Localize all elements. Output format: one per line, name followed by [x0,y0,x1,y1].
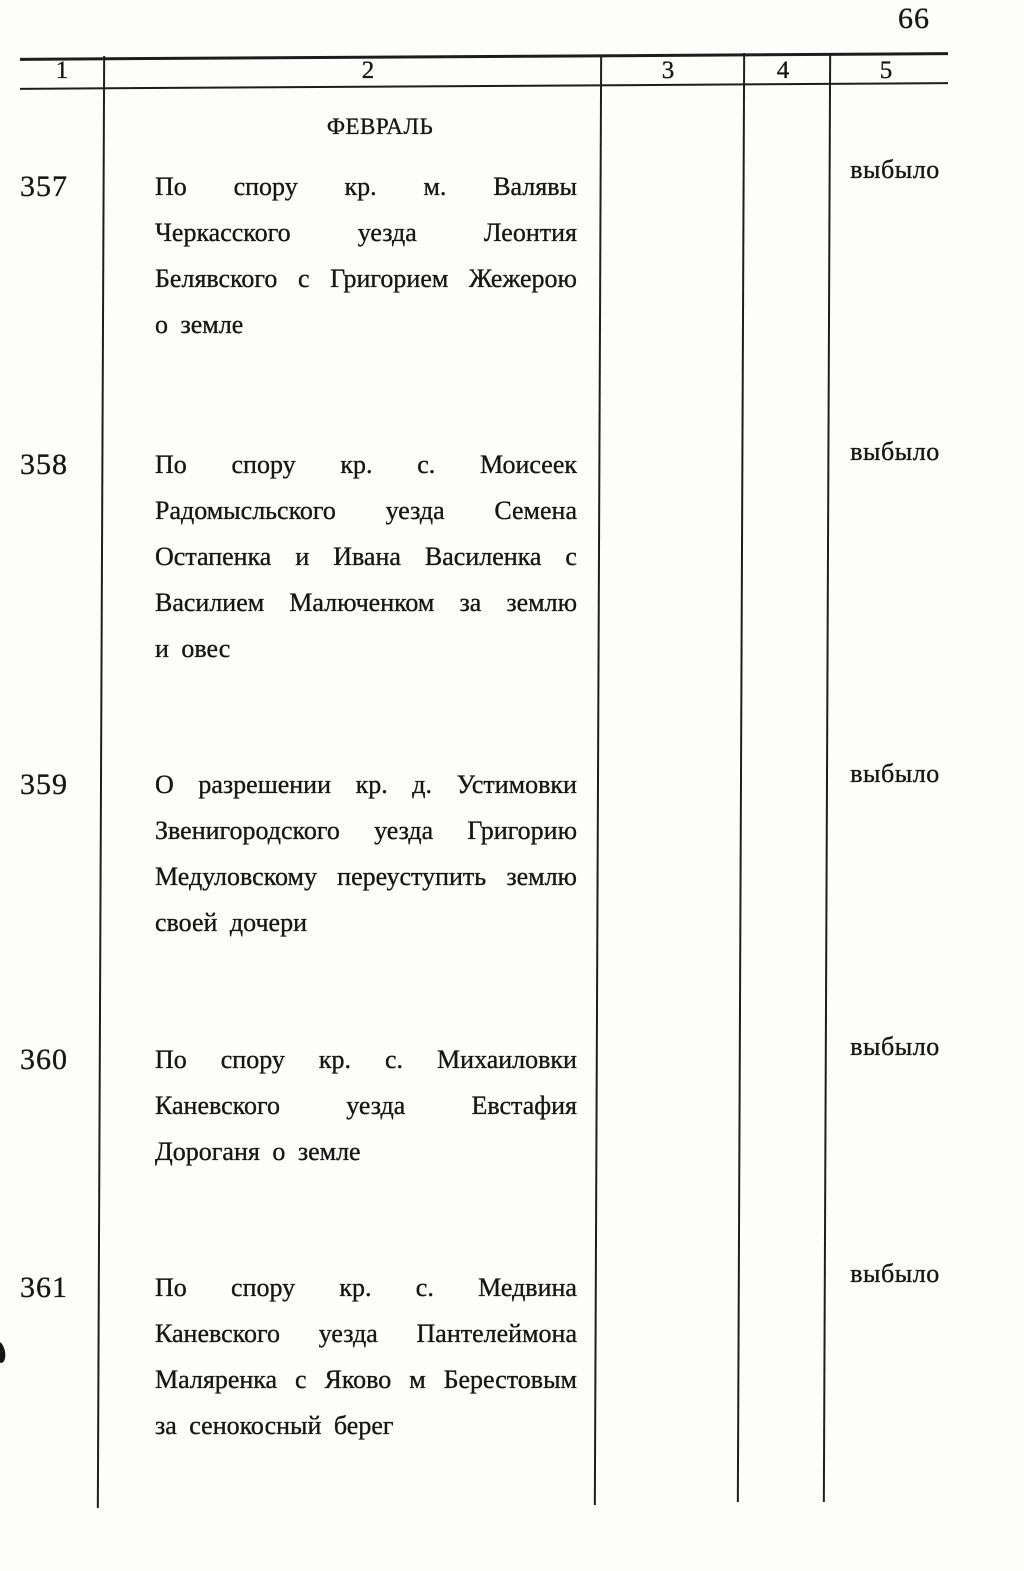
entry-line [155,580,577,626]
word: уезда [374,816,434,845]
scan-artifact [0,1340,7,1364]
word: Григорию [467,816,577,845]
word: кр. [344,172,377,201]
table-header-rule [20,82,948,90]
entry-line [155,762,577,808]
word: переуступить [337,862,487,891]
word: за [459,588,482,617]
entry-number: 360 [20,1043,68,1076]
entry-line: и овес [155,634,231,663]
word: Евстафия [471,1091,577,1120]
word: м. [423,172,447,201]
word: Семена [494,496,577,525]
entry-status: выбыло [850,437,940,466]
word: Жежерою [468,264,577,293]
word: Белявского [155,264,278,293]
entry-line [155,1311,577,1357]
entry-text [155,1265,577,1449]
word: м [409,1365,426,1394]
entry-number: 359 [20,768,68,801]
entry-text [155,1037,577,1175]
word: Моисеек [480,450,577,479]
word: Яково [324,1365,392,1394]
word: Василием [155,588,265,617]
word: Василенка [424,542,542,571]
entry-text [155,762,577,946]
word: спору [220,1045,285,1074]
word: с. [385,1045,404,1074]
section-heading: ФЕВРАЛЬ [326,114,434,139]
table-top-rule [20,52,948,61]
entry-line [155,256,577,302]
word: Черкасского [155,218,291,247]
entry-line: Дороганя о земле [155,1137,361,1166]
word: Леонтия [483,218,577,247]
entry-line: о земле [155,310,244,339]
column-divider-2 [594,55,602,1505]
column-header-3: 3 [661,57,675,84]
entry-status: выбыло [850,1259,940,1288]
entry-number: 361 [20,1271,68,1304]
entry-line [155,164,577,210]
word: Каневского [155,1319,280,1348]
column-divider-1 [97,56,105,1508]
word: спору [233,172,298,201]
entry-text [155,442,577,672]
entry-line [155,1357,577,1403]
word: Каневского [155,1091,280,1120]
entry-status: выбыло [850,155,940,184]
entry-status: выбыло [850,1032,940,1061]
entry-line [155,210,577,256]
column-divider-3 [737,53,745,1502]
word: Малюченком [289,588,435,617]
word: Медуловскому [155,862,317,891]
column-header-4: 4 [776,57,790,84]
entry-line [155,488,577,534]
entry-line [155,534,577,580]
word: Валявы [493,172,577,201]
word: Медвина [478,1273,577,1302]
word: Остапенка [155,542,272,571]
word: с [297,264,310,293]
word: землю [506,588,577,617]
word: кр. [355,770,388,799]
word: кр. [318,1045,352,1074]
entry-line [155,1083,577,1129]
word: и [295,542,310,571]
entry-line [155,808,577,854]
word: Устимовки [456,770,577,799]
column-divider-4 [823,53,831,1502]
word: с. [415,1273,434,1302]
word: землю [506,862,577,891]
entry-line [155,1037,577,1083]
word: Радомысльского [155,496,336,525]
word: уезда [318,1319,378,1348]
word: разрешении [198,770,331,799]
entry-line [155,854,577,900]
word: спору [231,450,296,479]
word: с. [417,450,436,479]
word: Пантелеймона [416,1319,577,1348]
word: с [295,1365,307,1394]
entry-number: 358 [20,448,68,481]
word: По [155,172,187,201]
word: Михаиловки [437,1045,577,1074]
word: кр. [339,1273,372,1302]
page-number: 66 [898,2,930,35]
word: Берестовым [443,1365,577,1394]
word: По [155,1045,187,1074]
word: Звенигородского [155,816,340,845]
entry-line [155,1265,577,1311]
word: уезда [346,1091,406,1120]
word: Григорием [330,264,449,293]
entry-line [155,442,577,488]
entry-number: 357 [20,170,68,203]
word: По [155,450,187,479]
entry-status: выбыло [850,759,940,788]
word: уезда [357,218,417,247]
word: О [155,770,174,799]
column-header-1: 1 [55,57,69,84]
word: уезда [385,496,445,525]
word: д. [412,770,432,799]
word: По [155,1273,187,1302]
word: спору [231,1273,296,1302]
column-header-5: 5 [879,57,893,84]
word: Ивана [333,542,401,571]
word: с [565,542,577,571]
column-header-2: 2 [361,57,375,84]
word: кр. [340,450,373,479]
entry-line: своей дочери [155,908,307,937]
word: Маляренка [155,1365,278,1394]
entry-text [155,164,577,348]
entry-line: за сенокосный берег [155,1411,394,1440]
